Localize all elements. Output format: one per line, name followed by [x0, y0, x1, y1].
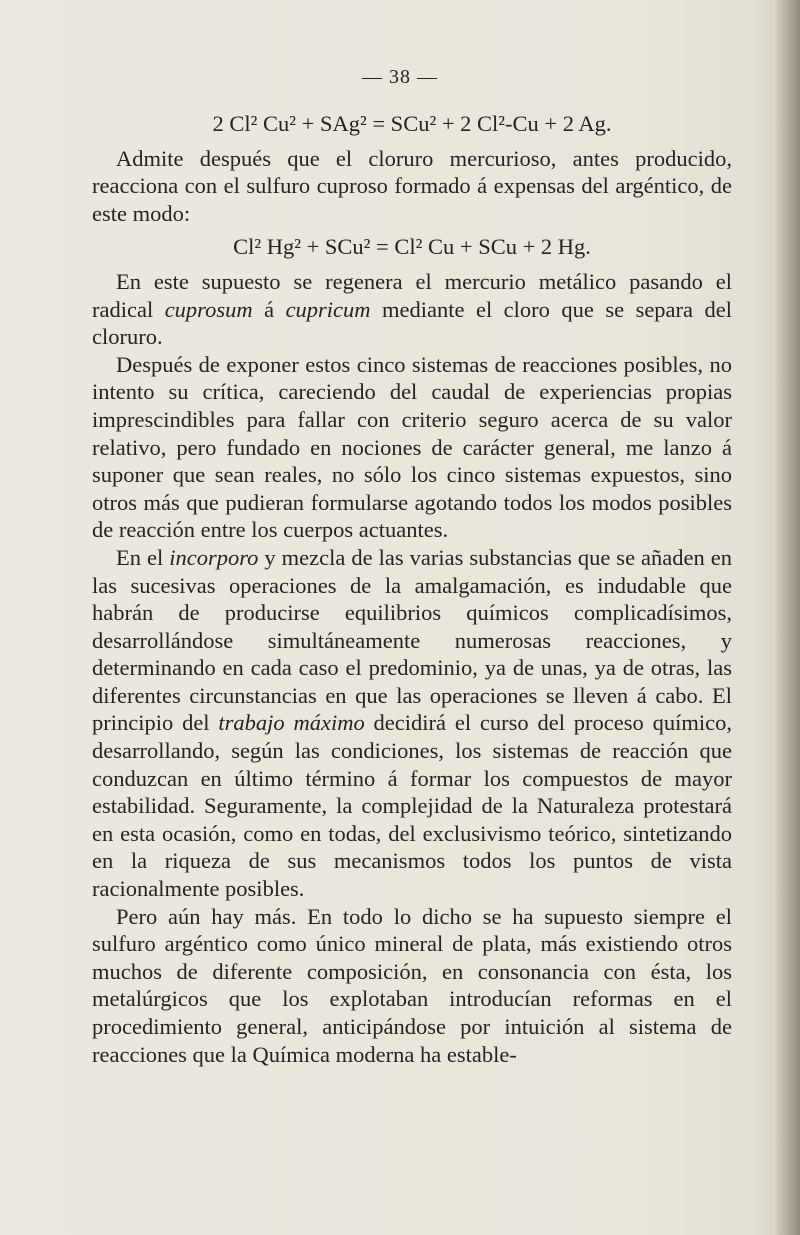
paragraph-2-text: En este supuesto se regenera el mercurio metálico pasando el radical — [92, 268, 732, 322]
paragraph-2 — [92, 268, 732, 351]
page-number: — 38 — — [362, 66, 438, 88]
paragraph-1: Admite después que el cloruro mercurioso, antes producido, reacciona con el sulfuro cuproso formado á expensas del argéntico, de este modo: — [92, 145, 732, 226]
paragraph-4 — [92, 544, 732, 903]
paragraph-2-text: mediante el cloro que se separa del cloruro. — [92, 296, 732, 350]
italic-term-cuprosum: cuprosum — [164, 296, 253, 322]
paragraph-4-text: decidirá el curso del proceso químico, desarrollando, según las condiciones, los sistemas de reacción que conduzcan en último término á formar los compuestos de mayor estabilidad. Seguramente, la complejidad de la Naturaleza protestará en esta ocasión, como en todas, del exclusivismo teórico, sintetizando en la riqueza de sus mecanismos todos los puntos de vista racionalmente posibles. — [92, 710, 732, 902]
paragraph-4-text: En el — [116, 544, 170, 570]
page-edge-shadow — [774, 0, 800, 1235]
body-text — [92, 104, 732, 1068]
paragraph-2-text: á — [252, 296, 286, 322]
paragraph-5: Pero aún hay más. En todo lo dicho se ha supuesto siempre el sulfuro argéntico como único mineral de plata, más existiendo otros muchos de diferente composición, en consonancia con ésta, los metalúrgicos que los explotaban introducían reformas en el procedimiento general, anticipándose por intuición al sistema de reacciones que la Química moderna ha estable- — [92, 903, 732, 1067]
paragraph-3: Después de exponer estos cinco sistemas de reacciones posibles, no intento su crítica, careciendo del caudal de experiencias propias imprescindibles para fallar con criterio seguro acerca de su valor relativo, pero fundado en nociones de carácter general, me lanzo á suponer que sean reales, no sólo los cinco sistemas expuestos, sino otros más que pudieran formularse agotando todos los modos posibles de reacción entre los cuerpos actuantes. — [92, 351, 732, 543]
italic-term-incorporo: incorporo — [169, 544, 259, 570]
paragraph-4-text: y mezcla de las varias substancias que se añaden en las sucesivas operaciones de la amalgamación, es indudable que habrán de producirse equilibrios químicos complicadísimos, desarrollándose simultáneamente numerosas reacciones, y determinando en cada caso el predominio, ya de unas, ya de otras, las diferentes circunstancias en que las operaciones se lleven á cabo. El principio del — [92, 544, 733, 736]
chemical-equation-2: Cl² Hg² + SCu² = Cl² Cu + SCu + 2 Hg. — [233, 234, 591, 260]
chemical-equation-1: 2 Cl² Cu² + SAg² = SCu² + 2 Cl²-Cu + 2 Ag. — [212, 111, 612, 136]
italic-term-trabajo-maximo: trabajo máximo — [218, 710, 365, 736]
italic-term-cupricum: cupricum — [285, 296, 371, 322]
